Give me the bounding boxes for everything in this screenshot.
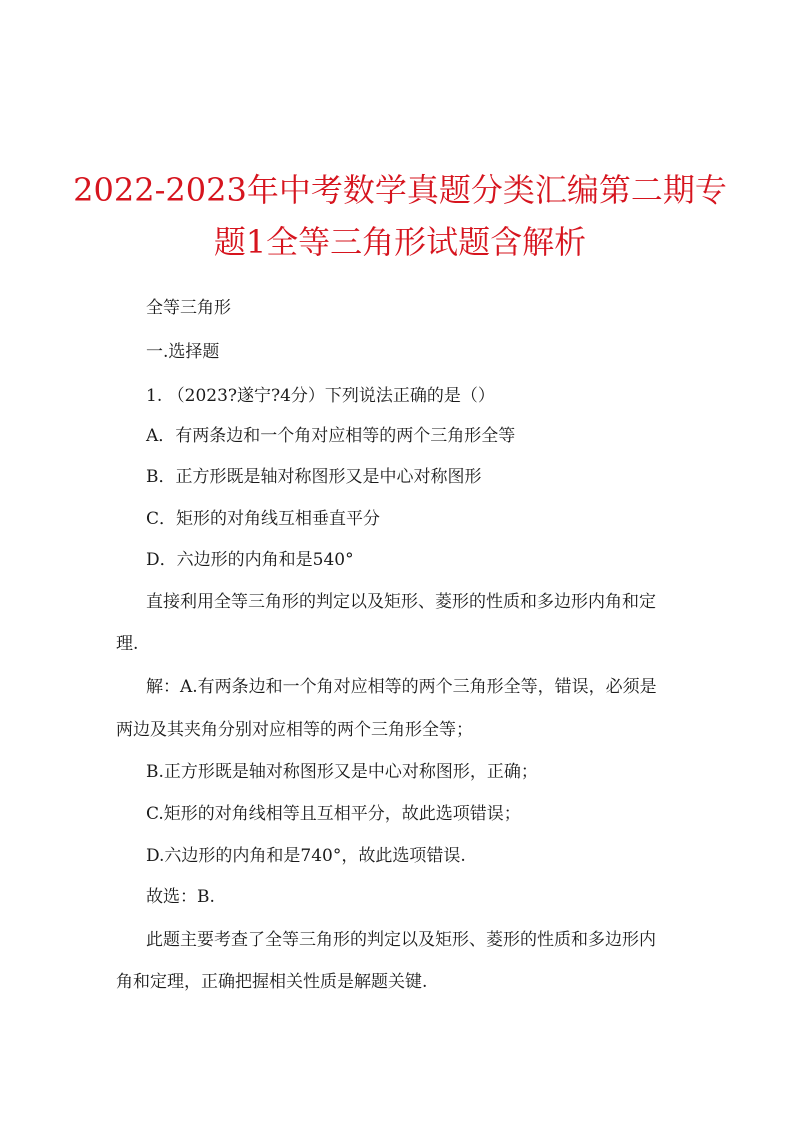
document-title-line-2: 题1全等三角形试题含解析 <box>213 223 587 261</box>
question-stem: 1. （2023?遂宁?4分）下列说法正确的是（） <box>146 386 495 406</box>
option-d: D．六边形的内角和是540° <box>146 550 354 570</box>
solution-a-line-1: 解：A.有两条边和一个角对应相等的两个三角形全等，错误，必须是 <box>146 677 657 697</box>
solution-d: D.六边形的内角和是740°，故此选项错误. <box>146 846 466 866</box>
analysis-line-2: 理. <box>116 634 139 654</box>
option-a: A．有两条边和一个角对应相等的两个三角形全等 <box>146 426 516 446</box>
solution-c: C.矩形的对角线相等且互相平分，故此选项错误； <box>146 804 521 824</box>
subsection-heading: 一.选择题 <box>146 342 220 362</box>
solution-b: B.正方形既是轴对称图形又是中心对称图形，正确； <box>146 762 538 782</box>
answer-line: 故选：B. <box>146 887 215 907</box>
option-c: C．矩形的对角线互相垂直平分 <box>146 509 381 529</box>
comment-line-1: 此题主要考查了全等三角形的判定以及矩形、菱形的性质和多边形内 <box>146 930 656 950</box>
analysis-line-1: 直接利用全等三角形的判定以及矩形、菱形的性质和多边形内角和定 <box>146 592 656 612</box>
section-heading: 全等三角形 <box>146 298 231 318</box>
comment-line-2: 角和定理，正确把握相关性质是解题关键. <box>116 972 428 992</box>
solution-a-line-2: 两边及其夹角分别对应相等的两个三角形全等； <box>116 720 473 740</box>
document-title-line-1: 2022-2023年中考数学真题分类汇编第二期专 <box>73 171 727 209</box>
option-b: B．正方形既是轴对称图形又是中心对称图形 <box>146 467 482 487</box>
